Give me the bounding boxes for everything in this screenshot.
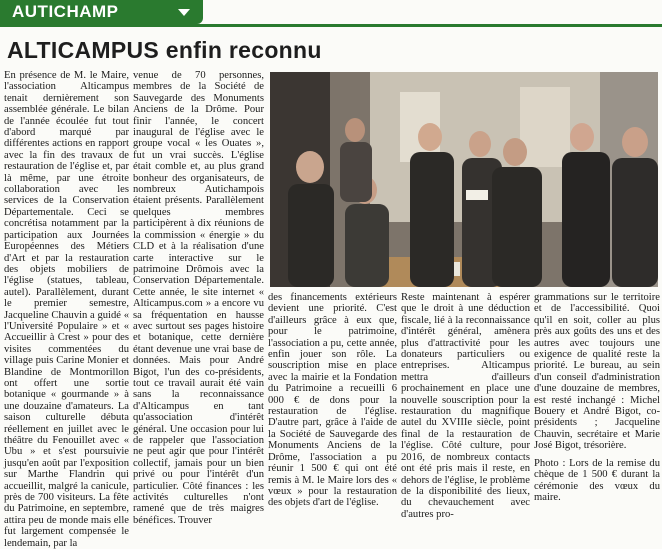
chevron-down-icon [178, 9, 190, 16]
article-column-5 [534, 292, 660, 503]
section-tag [0, 0, 203, 24]
column-3-text: des financements extérieurs devient une priorité. C'est d'ailleurs grâce à eux que, pour le patrimoine, l'association a pu, cette année, enfin jouer son rôle. La souscription mise en place avec la mairie et la Fondation du Patrimoine a recueilli 6 000 € de dons pour la restauration de l'église. D'autre part, grâce à l'aide de la Société de Sauvegarde des Monuments Anciens de la Drôme, l'association a pu réunir 1 500 € qui ont été remis à M. le Maire lors des « vœux » pour la restauration des objets d'art de l'église. [268, 292, 397, 509]
article-photo [270, 72, 658, 287]
article-column-2 [133, 70, 264, 526]
header-rule [0, 24, 662, 27]
column-1-text: En présence de M. le Maire, l'association Alticampus tenait dernièrement son assemblée générale. Le bilan de l'année écoulée fut tout d'abord marqué par différentes actions en rapport avec la fin des travaux de restauration de l'église et, par là même, par une étroite collaboration avec les services de la Conservation Départementale. Ceci se concrétisa notamment par la participation aux Journées Européennes des Métiers d'Art et par la restauration des objets mobiliers de l'église (statues, tableau, autel). Parallèlement, durant le premier semestre, Jacqueline Chauvin a guidé « l'Université Populaire » et « Accueillir à Crest » pour des visites commentées du village puis Carine Monier et Blandine de Montmorillon ont offert une sortie botanique « gourmande » à une douzaine d'amateurs. La saison culturelle débuta réellement en juillet avec le théâtre du Fenouillet avec « Ubu » et s'est poursuivie jusqu'en août par l'exposition sur Marthe Flandrin qui accueillit, malgré la canicule, près de 700 visiteurs. La fête du Patrimoine, en septembre, attira peu de monde mais elle fut largement compensée le lendemain, par la [4, 70, 129, 549]
column-5-text: grammations sur le territoire et de l'accessibilité. Quoi qu'il en soit, coller au plus près aux goûts des uns et des autres avec toujours une exigence de qualité reste la priorité. Le bureau, au sein d'un conseil d'administration d'une douzaine de membres, est resté inchangé : Michel Bouery et André Bigot, co-présidents ; Jacqueline Chauvin, secrétaire et Marie José Bigot, trésorière. [534, 292, 660, 452]
article-headline: ALTICAMPUS enfin reconnu [7, 37, 322, 63]
photo-caption: Photo : Lors de la remise du chèque de 1 500 € durant la cérémonie des vœux du maire. [534, 457, 660, 503]
article-column-3 [268, 292, 397, 509]
column-4-text: Reste maintenant à espérer que le droit à une déduction fiscale, lié à la reconnaissance d'intérêt général, amènera plus d'attractivité pour les donateurs particuliers ou entreprises. Alticampus mettra d'ailleurs prochainement en place une nouvelle souscription pour la restauration du magnifique autel du XVIIIe siècle, point final de la restauration de l'église. Côté culture, pour 2016, de nombreux contacts ont été pris mais il reste, en dehors de l'église, le problème de la disponibilité des lieux, du chevauchement avec d'autres pro- [401, 292, 530, 520]
article-column-4 [401, 292, 530, 520]
section-tag-label: AUTICHAMP [12, 2, 119, 21]
column-2-text: venue de 70 personnes, membres de la Société de Sauvegarde des Monuments Anciens de la Drôme. Pour finir l'année, le concert inaugural de l'église avec le groupe vocal « les Ouates », fut un vrai succès. L'église était comble et, au plus grand bonheur des organisateurs, de nombreux Autichampois étaient présents. Parallèlement quelques membres participèrent à dix réunions de la commission « énergie » du CLD et à la réalisation d'une carte interactive sur le patrimoine Drômois avec la Conservation Départementale. Cette année, le site internet « Alticampus.com » a encore vu sa fréquentation en hausse avec surtout ses pages histoire et botanique, cette dernière étant devenue une vrai base de données. Mais pour André Bigot, l'un des co-présidents, tout ce travail aurait été vain sans la reconnaissance d'Alticampus en tant qu'association d'intérêt général. Une occasion pour lui de rappeler que l'association ne peut agir que pour l'intérêt collectif, jamais pour un bien privé ou pour l'intérêt d'un particulier. Côté finances : les activités culturelles n'ont ramené que de très maigres bénéfices. Trouver [133, 70, 264, 526]
photo-illustration [270, 72, 658, 287]
article-column-1 [4, 70, 129, 549]
